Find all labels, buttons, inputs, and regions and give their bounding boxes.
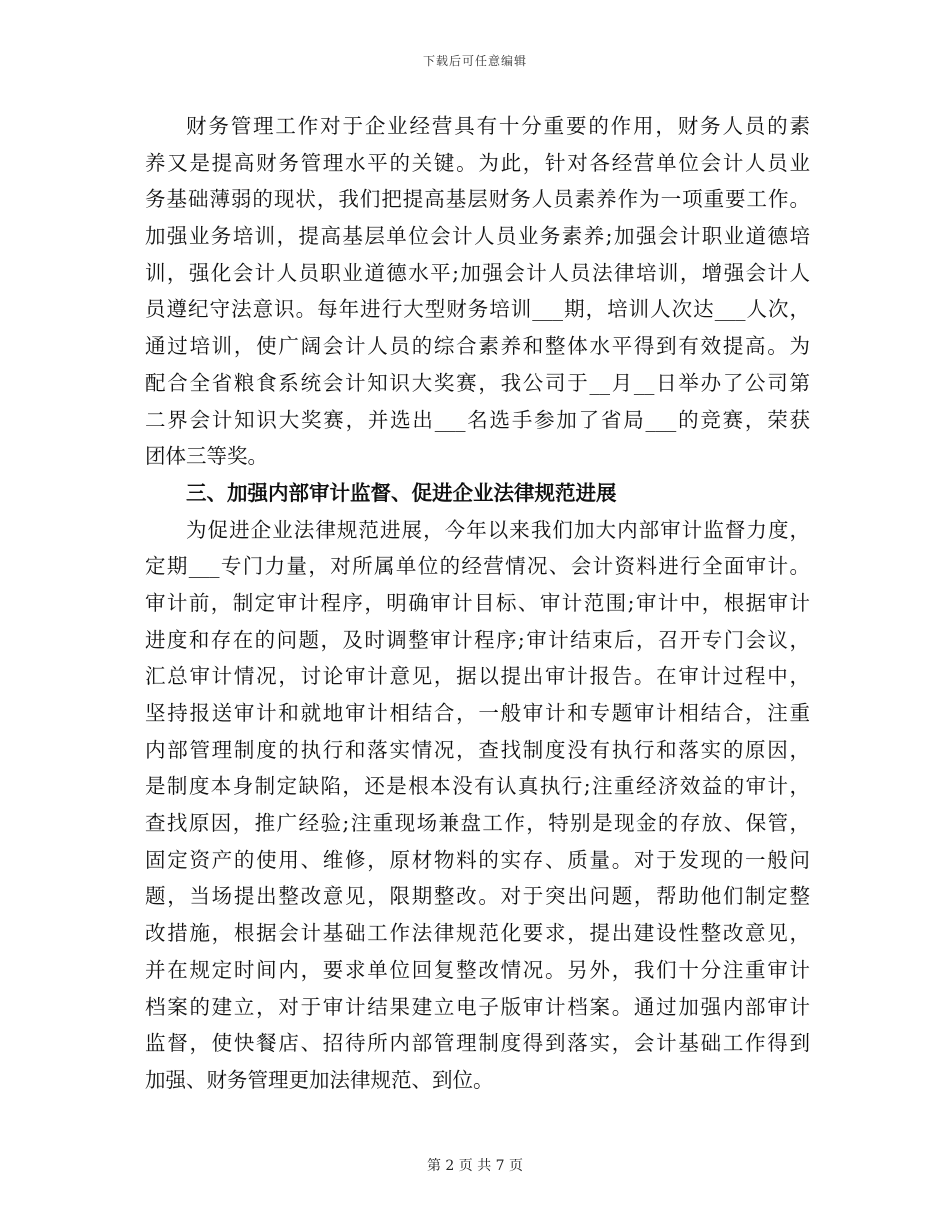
paragraph-line: 通过培训，使广阔会计人员的综合素养和整体水平得到有效提高。为 (145, 334, 810, 359)
paragraph-line: 团体三等奖。 (145, 444, 268, 469)
page-header: 下载后可任意编辑 (422, 54, 527, 68)
paragraph-line: 内部管理制度的执行和落实情况，查找制度没有执行和落实的原因， (145, 737, 810, 762)
paragraph-line: 监督，使快餐店、招待所内部管理制度得到落实，会计基础工作得到 (145, 1031, 810, 1056)
paragraph-line: 坚持报送审计和就地审计相结合，一般审计和专题审计相结合，注重 (145, 701, 810, 725)
paragraph-line: 配合全省粮食系统会计知识大奖赛，我公司于__月__日举办了公司第 (145, 370, 810, 395)
section-heading: 三、加强内部审计监督、促进企业法律规范进展 (186, 480, 617, 505)
paragraph-line: 务基础薄弱的现状，我们把提高基层财务人员素养作为一项重要工作。 (145, 187, 810, 212)
paragraph-line: 审计前，制定审计程序，明确审计目标、审计范围;审计中，根据审计 (145, 590, 810, 615)
paragraph-line: 为促进企业法律规范进展，今年以来我们加大内部审计监督力度， (186, 517, 810, 542)
paragraph-line: 进度和存在的问题，及时调整审计程序;审计结束后，召开专门会议， (145, 627, 810, 652)
paragraph-line: 固定资产的使用、维修，原材物料的实存、质量。对于发现的一般问 (145, 847, 810, 872)
paragraph-line: 是制度本身制定缺陷，还是根本没有认真执行;注重经济效益的审计， (145, 774, 810, 799)
paragraph-line: 题，当场提出整改意见，限期整改。对于突出问题，帮助他们制定整 (145, 884, 810, 909)
paragraph-line: 训，强化会计人员职业道德水平;加强会计人员法律培训，增强会计人 (145, 260, 810, 285)
paragraph-line: 改措施，根据会计基础工作法律规范化要求，提出建设性整改意见， (145, 921, 810, 946)
paragraph-line: 二界会计知识大奖赛，并选出___名选手参加了省局___的竞赛，荣获 (145, 407, 810, 432)
paragraph-line: 查找原因，推广经验;注重现场兼盘工作，特别是现金的存放、保管， (145, 811, 810, 836)
paragraph-line: 定期___专门力量，对所属单位的经营情况、会计资料进行全面审计。 (145, 554, 810, 579)
paragraph-line: 员遵纪守法意识。每年进行大型财务培训___期，培训人次达___人次， (145, 297, 810, 322)
paragraph-line: 档案的建立，对于审计结果建立电子版审计档案。通过加强内部审计 (145, 994, 810, 1019)
paragraph-line: 养又是提高财务管理水平的关键。为此，针对各经营单位会计人员业 (145, 150, 810, 175)
paragraph-line: 并在规定时间内，要求单位回复整改情况。另外，我们十分注重审计 (145, 957, 810, 982)
page-number: 第 2 页 共 7 页 (426, 1158, 524, 1174)
paragraph-line: 汇总审计情况，讨论审计意见，据以提出审计报告。在审计过程中， (145, 664, 810, 689)
paragraph-line: 加强业务培训，提高基层单位会计人员业务素养;加强会计职业道德培 (145, 224, 810, 249)
paragraph-line: 加强、财务管理更加法律规范、到位。 (145, 1067, 494, 1092)
paragraph-line: 财务管理工作对于企业经营具有十分重要的作用，财务人员的素 (186, 114, 810, 138)
document-body (145, 108, 810, 1099)
